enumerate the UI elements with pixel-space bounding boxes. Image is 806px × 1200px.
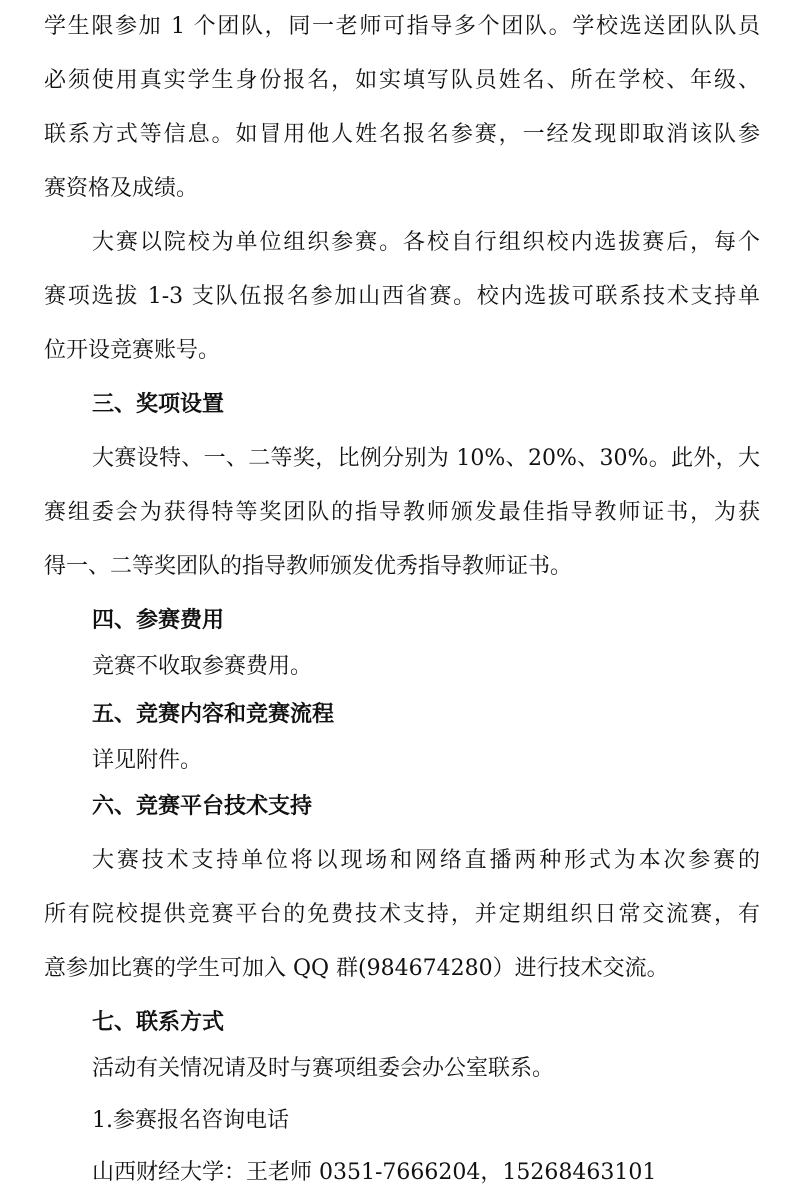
paragraph-line: 竞赛不收取参赛费用。 — [92, 654, 313, 679]
paragraph-line: 大赛设特、一、二等奖，比例分别为 10%、20%、30%。此外，大 — [92, 446, 760, 471]
list-item: 1.参赛报名咨询电话 — [92, 1108, 289, 1133]
section-heading-contact: 七、联系方式 — [92, 1010, 225, 1035]
paragraph-line: 必须使用真实学生身份报名，如实填写队员姓名、所在学校、年级、 — [44, 68, 760, 93]
section-heading-awards: 三、奖项设置 — [92, 392, 225, 417]
paragraph-line: 学生限参加 1 个团队，同一老师可指导多个团队。学校选送团队队员 — [44, 14, 760, 39]
section-heading-fees: 四、参赛费用 — [92, 608, 225, 633]
paragraph-line: 意参加比赛的学生可加入 QQ 群(984674280）进行技术交流。 — [44, 956, 669, 981]
paragraph-line: 活动有关情况请及时与赛项组委会办公室联系。 — [92, 1056, 555, 1081]
section-heading-tech-support: 六、竞赛平台技术支持 — [92, 794, 313, 819]
paragraph-line: 大赛技术支持单位将以现场和网络直播两种形式为本次参赛的 — [92, 848, 760, 873]
contact-line: 山西财经大学：王老师 0351-7666204，15268463101 — [92, 1160, 657, 1185]
paragraph-line: 赛项选拔 1-3 支队伍报名参加山西省赛。校内选拔可联系技术支持单 — [44, 284, 760, 309]
paragraph-line: 位开设竞赛账号。 — [44, 338, 221, 363]
section-heading-content: 五、竞赛内容和竞赛流程 — [92, 702, 335, 727]
paragraph-line: 联系方式等信息。如冒用他人姓名报名参赛，一经发现即取消该队参 — [44, 122, 760, 147]
paragraph-line: 得一、二等奖团队的指导教师颁发优秀指导教师证书。 — [44, 554, 573, 579]
paragraph-line: 赛组委会为获得特等奖团队的指导教师颁发最佳指导教师证书，为获 — [44, 500, 760, 525]
paragraph-line: 详见附件。 — [92, 748, 203, 773]
paragraph-line: 赛资格及成绩。 — [44, 176, 199, 201]
paragraph-line: 大赛以院校为单位组织参赛。各校自行组织校内选拔赛后，每个 — [92, 230, 760, 255]
paragraph-line: 所有院校提供竞赛平台的免费技术支持，并定期组织日常交流赛，有 — [44, 902, 760, 927]
